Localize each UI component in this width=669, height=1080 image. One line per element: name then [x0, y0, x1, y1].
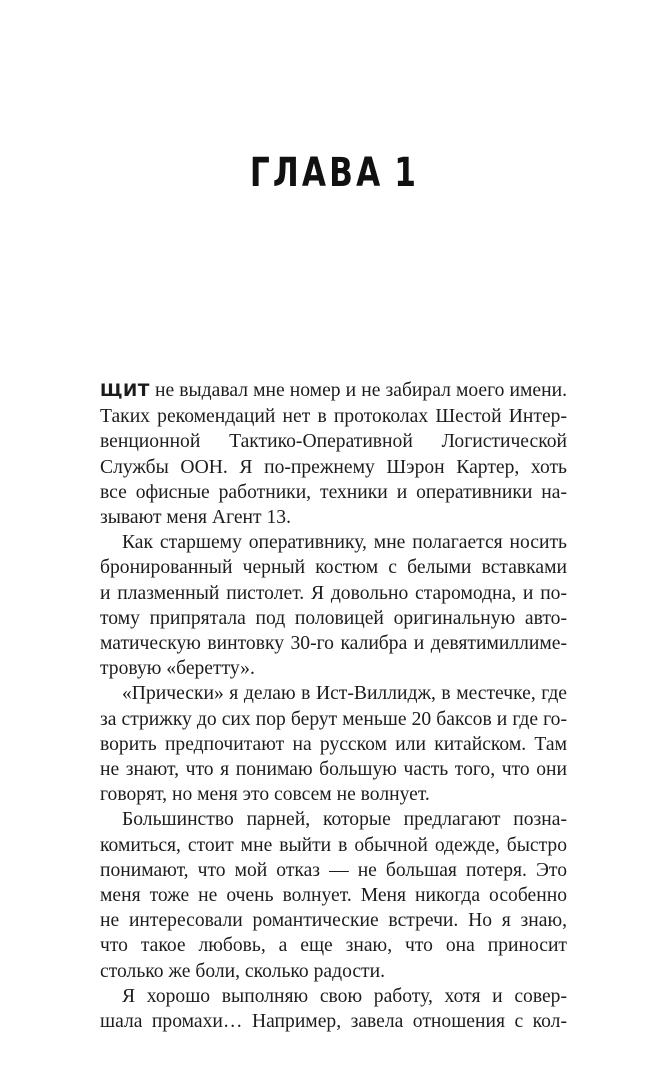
- body-text: [100, 378, 567, 1034]
- text-line: не знают, что я понимаю большую часть того, что они: [100, 759, 567, 781]
- text-line: Таких рекомендаций нет в протоколах Шестой Интер-: [100, 406, 567, 428]
- text-line: «Прически» я делаю в Ист-Виллидж, в местечке, где: [122, 683, 567, 705]
- chapter-label: ГЛАВА: [249, 150, 384, 196]
- paragraph-4: [100, 807, 567, 983]
- chapter-number: 1: [394, 150, 420, 196]
- paragraph-5: [100, 984, 567, 1034]
- lead-word-shield: ЩИТ: [100, 381, 150, 401]
- text-line: Как старшему оперативнику, мне полагается носить: [122, 532, 567, 554]
- text-line: комиться, стоит мне выйти в обычной одежде, быстро: [100, 834, 567, 856]
- text-line: тому припрятала под половицей оригинальную авто-: [100, 607, 567, 629]
- paragraph-1: [100, 378, 567, 530]
- paragraph-2: [100, 530, 567, 681]
- text-line: все офисные работники, техники и оперативники на-: [100, 481, 567, 503]
- chapter-heading: [74, 150, 596, 196]
- text-line: зывают меня Агент 13.: [100, 507, 291, 529]
- text-line: ворить предпочитают на русском или китайском. Там: [100, 733, 567, 755]
- text-line: Я хорошо выполняю свою работу, хотя и совер-: [122, 985, 567, 1007]
- text-line: меня тоже не очень волнует. Меня никогда особенно: [100, 885, 567, 907]
- paragraph-3: [100, 681, 567, 807]
- text-line: тровую «беретту».: [100, 658, 255, 680]
- text-line: и плазменный пистолет. Я довольно старомодна, и по-: [100, 582, 567, 604]
- text-line: что такое любовь, а еще знаю, что она приносит: [100, 935, 567, 957]
- text-line: понимают, что мой отказ — не большая потеря. Это: [100, 859, 567, 881]
- text-line: говорят, но меня это совсем не волнует.: [100, 784, 430, 806]
- text-line: столько же боли, сколько радости.: [100, 960, 385, 982]
- text-line: Большинство парней, которые предлагают позна-: [122, 809, 567, 831]
- text-line: матическую винтовку 30-го калибра и девятимиллиме-: [100, 633, 567, 655]
- text-line: венционной Тактико-Оперативной Логистической: [100, 431, 567, 453]
- text-line: ЩИТ не выдавал мне номер и не забирал моего имени.: [100, 380, 567, 401]
- text-line: не интересовали романтические встречи. Но я знаю,: [100, 910, 567, 932]
- text-line: за стрижку до сих пор берут меньше 20 баксов и где го-: [100, 708, 567, 730]
- text-line: Службы ООН. Я по-прежнему Шэрон Картер, хоть: [100, 456, 567, 478]
- text-line: бронированный черный костюм с белыми вставками: [100, 557, 567, 579]
- text-line: шала промахи… Например, завела отношения с кол-: [100, 1011, 567, 1033]
